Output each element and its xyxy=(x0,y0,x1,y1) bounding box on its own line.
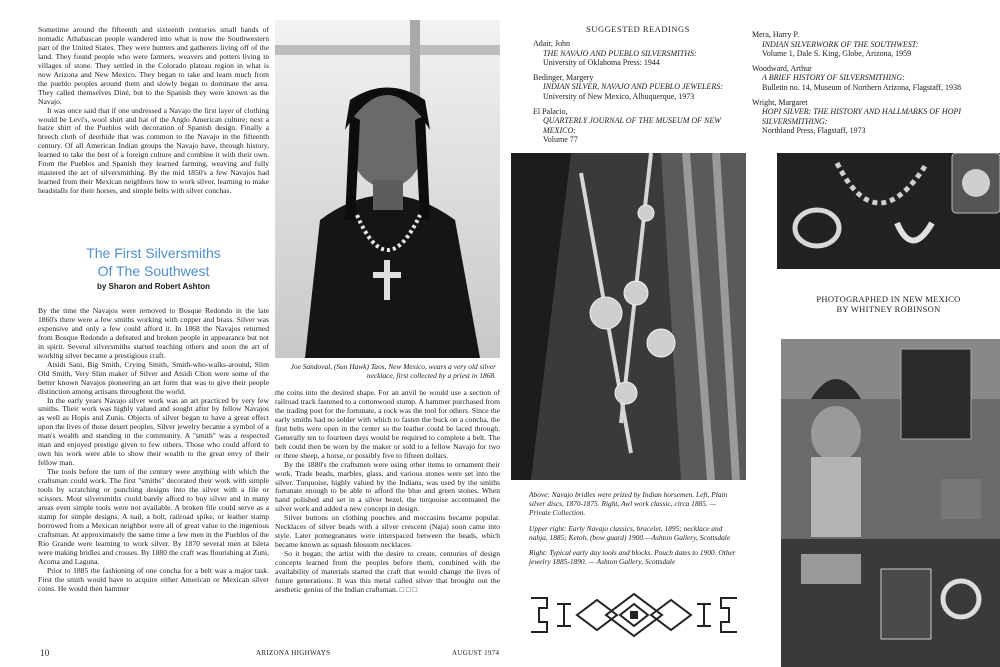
readings-heading: SUGGESTED READINGS xyxy=(586,24,690,34)
reading-author: Wright, Margaret xyxy=(752,97,808,107)
reading-author: Mera, Harry P. xyxy=(752,30,800,39)
tools-illustration xyxy=(781,339,1000,667)
issue-date: AUGUST 1974 xyxy=(452,649,500,657)
reading-publisher: University of New Mexico, Albuquerque, 1973 xyxy=(543,91,695,101)
reading-entry xyxy=(533,73,743,102)
portrait-photo xyxy=(275,20,500,358)
reading-publisher: Volume 77 xyxy=(543,135,578,145)
body-column-1 xyxy=(38,307,269,649)
tools-photo xyxy=(781,339,1000,667)
article-title-line2: Of The Southwest xyxy=(97,263,210,279)
reading-title: HOPI SILVER: THE HISTORY AND HALLMARKS OF HOPI SILVERSMITHING: xyxy=(762,107,962,126)
article-heading xyxy=(38,244,269,291)
reading-entry xyxy=(752,30,966,59)
body-paragraph: In the early years Navajo silver work was an art practiced by very few smiths. Their work was highly valued and sought after by fellow Navajos as well as Hopis and Zunis. Objects of silver began to have a great effect upon the lives of those desert peoples. Silver jewelry became a symbol of a man's wealth and standing in the community. A "smith" was a respected man and enjoyed prestige given to few others. Those who could afford to own his work were able to show their wealth to the great envy of their fellow man. xyxy=(38,395,269,468)
photographer-name: BY WHITNEY ROBINSON xyxy=(836,304,941,314)
reading-publisher: University of Oklahoma Press: 1944 xyxy=(543,58,660,68)
reading-title: THE NAVAJO AND PUEBLO SILVERSMITHS: xyxy=(543,48,697,58)
photographed-location: PHOTOGRAPHED IN NEW MEXICO xyxy=(816,294,961,304)
reading-title: INDIAN SILVERWORK OF THE SOUTHWEST: xyxy=(762,39,919,49)
suggested-readings-col2 xyxy=(752,30,966,141)
caption-jewelry: Upper right: Early Navajo classics, bracelet, 1895; necklace and nahja, 1885; Ketoh, (bow guard) 1900.—Ashton Gallery, Scottsdale xyxy=(529,523,731,542)
reading-title: INDIAN SILVER, NAVAJO AND PUEBLO JEWELERS: xyxy=(543,82,723,92)
intro-column xyxy=(38,26,269,196)
body-paragraph: the coins into the desired shape. For an anvil he would use a section of railroad track fastened to a cottonwood stump. A hammer purchased from the trading post for the fortunate, a rock was the tool for others. Since the early smiths had no solder with which to fasten the buck on a concha, the first belts were open in the center so the leather could be laced through. Generally ten to fourteen days would be required to complete a belt. The belt could then be worn by the maker or sold to a fellow Navajo for two or three sheep, a horse, or possibly five to fifteen dollars. xyxy=(275,389,500,460)
photo-captions xyxy=(529,490,739,566)
jewelry-illustration xyxy=(777,153,1000,269)
reading-entry xyxy=(752,98,966,136)
caption-tools: Right: Typical early day tools and blocks. Pouch dates to 1900. Other jewelry 1885-1890. — Ashton Gallery, Scottsdale xyxy=(529,548,736,567)
reading-author: Bedinger, Margery xyxy=(533,72,594,82)
article-title-line1: The First Silversmiths xyxy=(86,245,221,261)
intro-paragraph: Sometime around the fifteenth and sixteenth centuries small bands of nomadic Athabascan people wandered into what is now the Southwestern part of the United States. They were hunters and gatherers living off of the land. They found people who were farmers, weavers and potters living in villages of stone. They settled in the Colorado plateau region in what is now Arizona and New Mexico. They began to take and learn much from the pueblo peoples around them and slowly began to dominate the area. They called themselves Diné, but to the Spanish they were known as the Navajo. xyxy=(38,25,269,106)
reading-author: Woodward, Arthur xyxy=(752,63,812,73)
photographed-by xyxy=(777,294,1000,314)
reading-publisher: Northland Press, Flagstaff, 1973 xyxy=(762,126,866,136)
magazine-name: ARIZONA HIGHWAYS xyxy=(256,649,331,657)
body-column-2 xyxy=(275,389,500,639)
page-number: 10 xyxy=(40,648,50,658)
byline: by Sharon and Robert Ashton xyxy=(96,282,211,291)
jewelry-photo xyxy=(777,153,1000,269)
reading-title: A BRIEF HISTORY OF SILVERSMITHING: xyxy=(762,73,905,83)
body-paragraph: So it began; the artist with the desire to create, centuries of design concepts learned from the peoples before them, combined with the availability of materials started the craft that would change the lives of future generations. It was this metal called silver that brought out the aesthetic genius of the Indian craftsman. □ □ □ xyxy=(275,549,500,594)
reading-publisher: Volume 1, Dale S. King, Globe, Arizona, 1959 xyxy=(762,49,912,59)
navajo-pattern xyxy=(527,592,741,638)
body-paragraph: Atsidi Sani, Big Smith, Crying Smith, Smith-who-walks-around, Slim Old Smith, Very Slim maker of Silver and Atsidi Clion were some of the better known Navajos pioneering an art form that was to give their people distinction among artisans throughout the world. xyxy=(38,359,269,396)
portrait-caption xyxy=(280,362,496,380)
pattern-icon xyxy=(527,592,741,638)
reading-publisher: Bulletin no. 14, Museum of Northern Arizona, Flagstaff, 1938 xyxy=(762,82,961,92)
body-paragraph: Silver buttons on clothing pouches and moccasins became popular. Necklaces of silver beads with a silver crescent (Naja) soon came into style. Later pomegranates were interspaced between the beads, which became known as squash blossom necklaces. xyxy=(275,513,500,550)
reading-author: El Palacio, xyxy=(533,106,568,116)
portrait-illustration xyxy=(275,20,500,358)
caption-bridles: Above: Navajo bridles were prized by Indian horsemen. Left, Plain silver discs, 1870-1875. Right, Awl work classic, circa 1885. — Private Collection. xyxy=(529,490,728,518)
suggested-readings xyxy=(533,24,743,150)
reading-entry xyxy=(533,107,743,145)
portrait-caption-text: Joe Sandoval, (Sun Hawk) Taos, New Mexico, wears a very old silver necklace, first collected by a priest in 1868. xyxy=(290,362,496,381)
reading-entry xyxy=(752,64,966,93)
intro-paragraph: It was once said that if one undressed a Navajo the first layer of clothing would be Levi's, wool shirt and hat of the Anglo American culture; next a baize shirt of the Pueblos with decoration of Spanish design. Finally a breech cloth of deerhide that was common to the Navajo in the fifteenth century. Of all American Indian groups the Navajo have, through history, learned to take the best of a foreign culture and combine it with their own. From the Pueblos and Spanish they learned farming, weaving and fully mastered the art of silversmithing. By the mid 1850's a few Navajos had learned from their Mexican neighbors how to work silver, learning to make headstalls for their horses, and simple belts with silver conchas. xyxy=(38,105,269,196)
reading-entry xyxy=(533,39,743,68)
body-paragraph: By the time the Navajos were removed to Bosque Redondo in the late 1860's there were a few smiths working with copper and brass. Silver was expensive and only a few could afford it. In 1868 the Navajos returned from Bosque Redondo a defeated and broken people in appearance but not in spirit. Several silversmiths started teaching others and soon the art of working silver became a prestigious craft. xyxy=(38,307,269,360)
body-paragraph: By the 1880's the craftsmen were using other items to ornament their work. Trade beads, marbles, glass, and various stones were set into the silver. Turquoise, highly valued by the Indians, was used by the smiths fortunate enough to be able to afford the blue and green stones. When hand polished and set in a silver bezel, the turquoise accentuated the silver work and added a new concept in design. xyxy=(275,459,500,514)
reading-author: Adair, John xyxy=(533,39,571,48)
body-paragraph: Prior to 1885 the fashioning of one concha for a belt was a major task. First the smith would have to acquire either American or Mexican silver coins. He would then hammer xyxy=(38,565,269,593)
body-paragraph: The tools before the turn of the century were anything with which the craftsman could work. The first "smiths" decorated their work with simple tools by scratching or punching designs into the silver with a file or scissors. Most silversmiths could barely afford to buy silver and in many areas even simple tools were not available. A broken file could serve as a stamp for simple designs. A nail, a bolt, railroad spike, or leather stamp borrowed from a Mexican neighbor were all of great value to the ingenious craftsman. At approximately the same time a few men in the Pueblos of the Rio Grande were learning to work silver. By 1870 several men at Isleta were making bridles and crosses. By 1880 the craft was flourishing at Zuni, Acoma and Laguna. xyxy=(38,467,269,566)
bridles-illustration xyxy=(511,153,746,480)
bridles-photo xyxy=(511,153,746,480)
reading-title: QUARTERLY JOURNAL OF THE MUSEUM OF NEW MEXICO: xyxy=(543,116,721,135)
